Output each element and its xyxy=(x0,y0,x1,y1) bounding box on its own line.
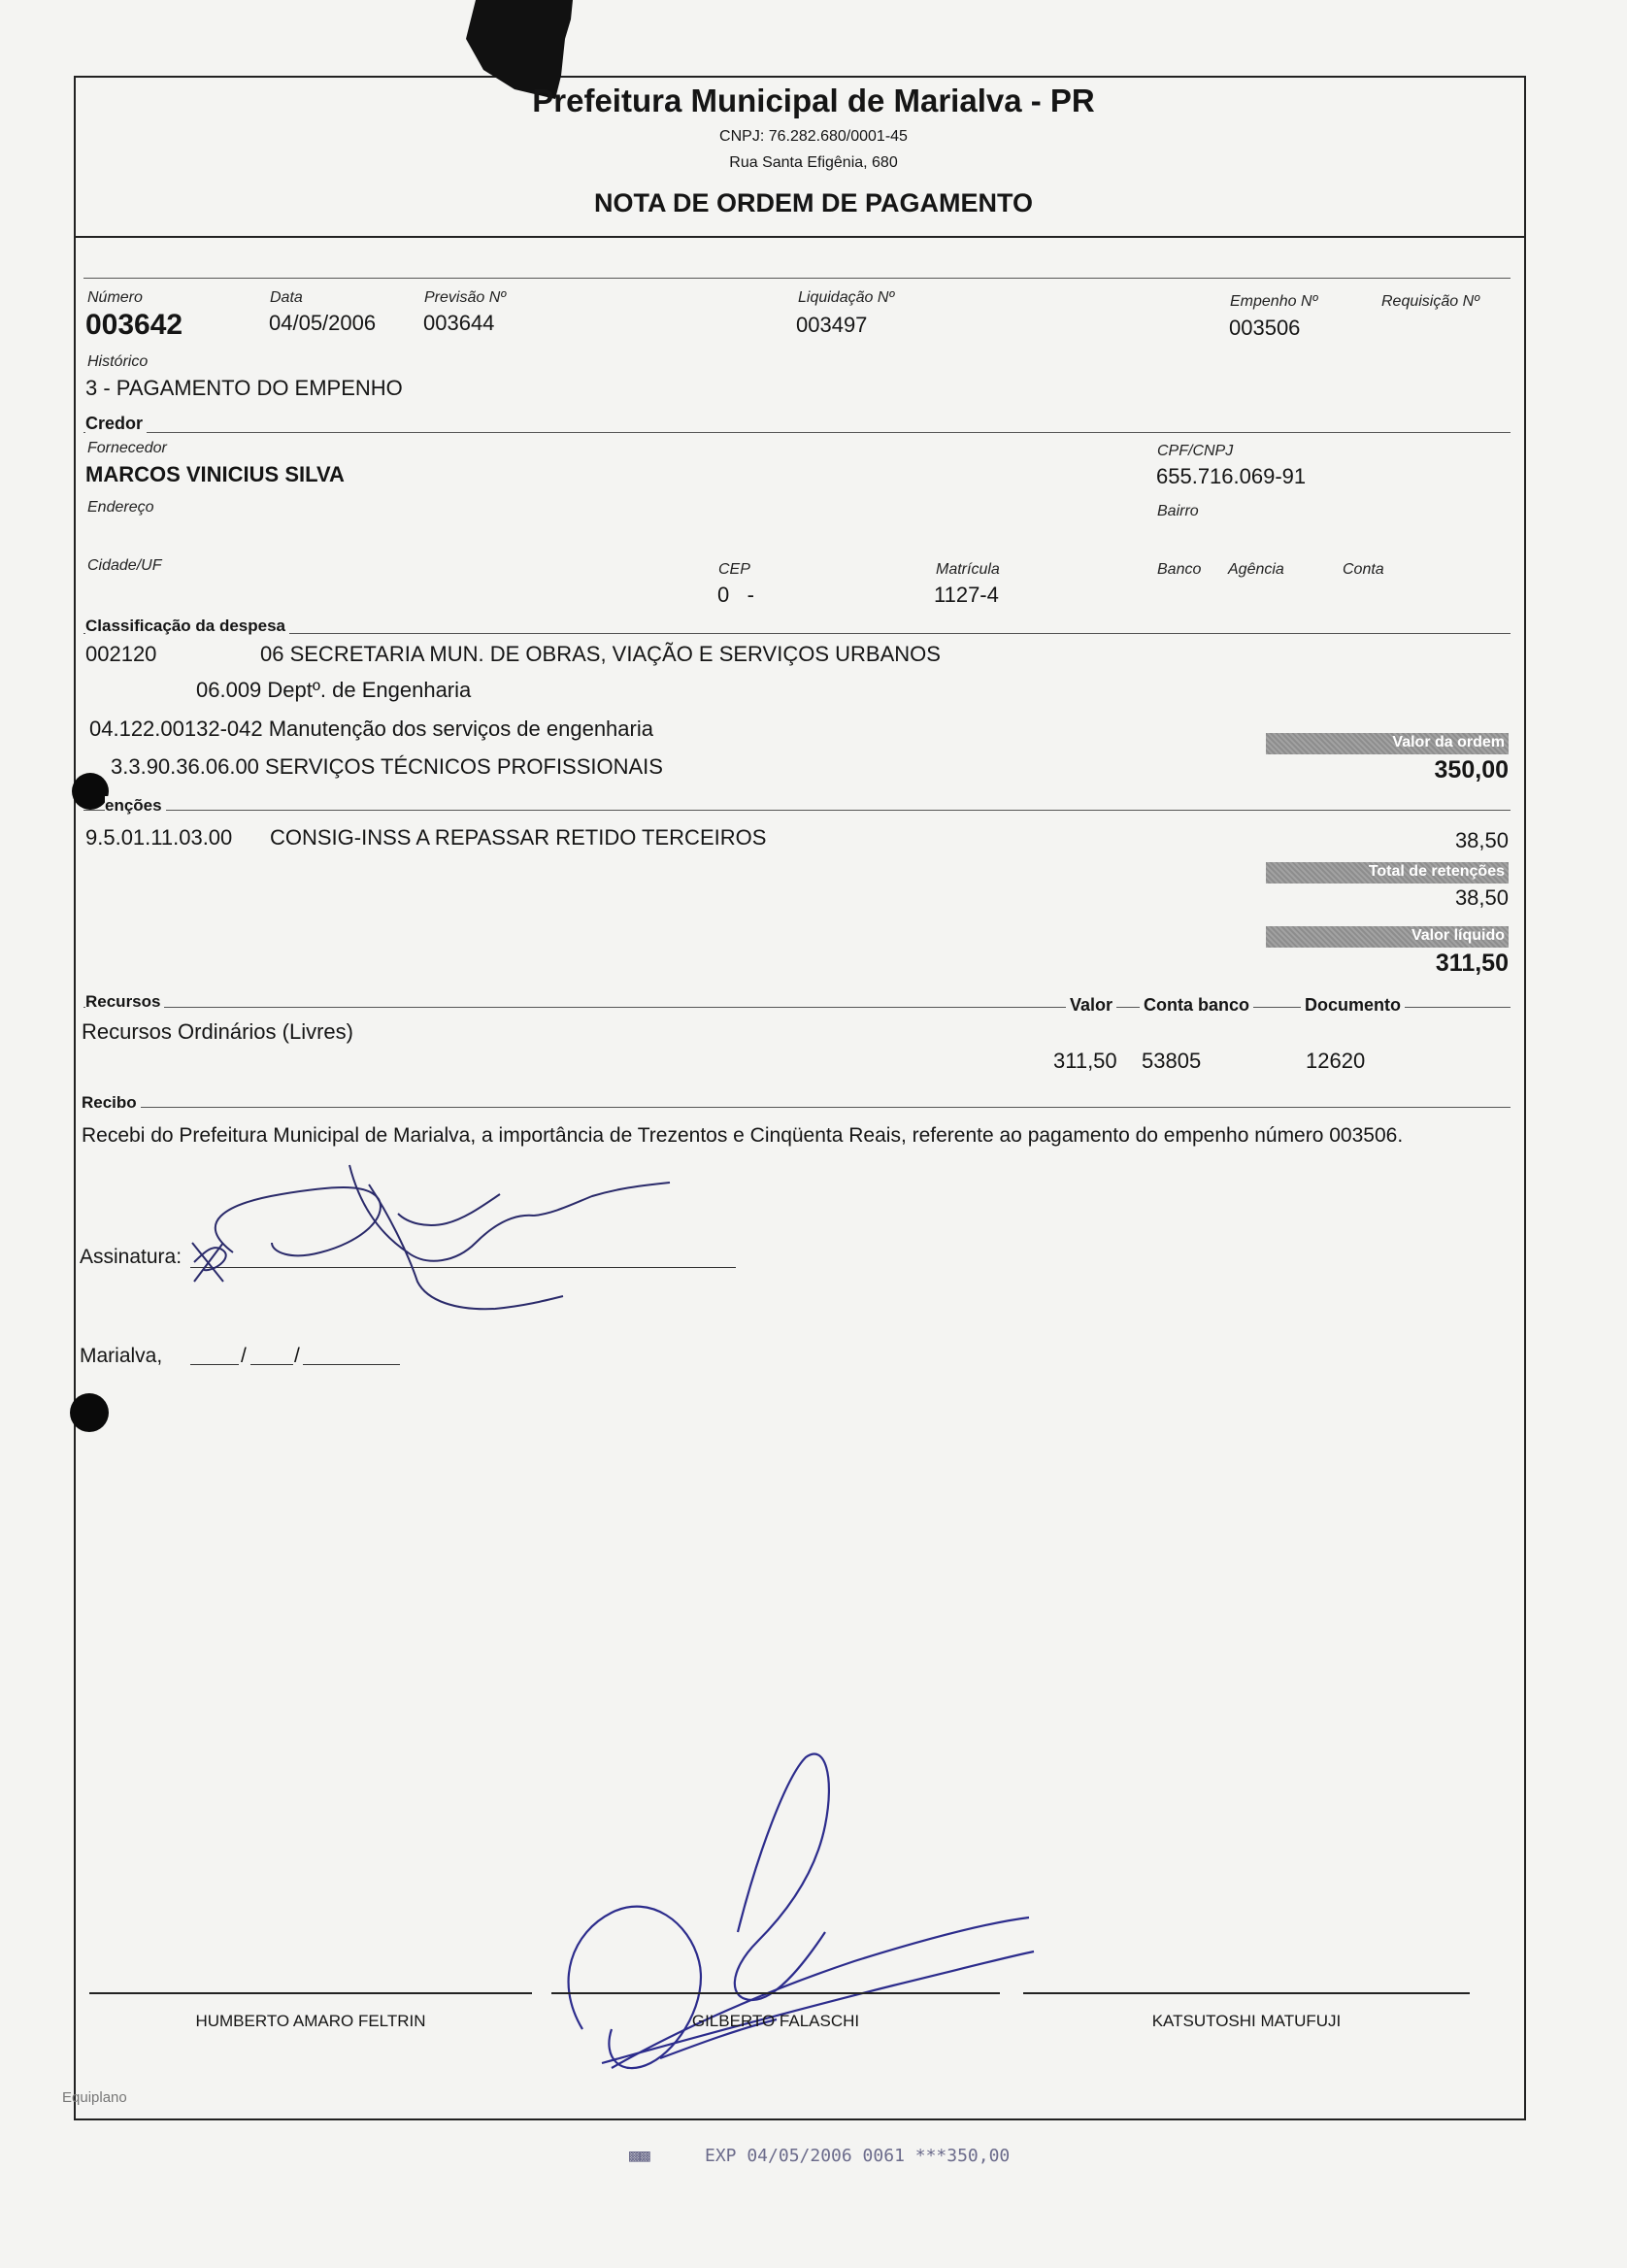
matricula-value: 1127-4 xyxy=(934,583,999,607)
retencoes-section-title: enções xyxy=(105,796,166,816)
data-value: 04/05/2006 xyxy=(269,311,377,335)
recursos-conta: 53805 xyxy=(1142,1049,1202,1073)
classificacao-elemento: 3.3.90.36.06.00 SERVIÇOS TÉCNICOS PROFISSIONAIS xyxy=(111,754,663,779)
classificacao-unidade: 06.009 Deptº. de Engenharia xyxy=(196,678,472,702)
recursos-valor: 311,50 xyxy=(1053,1049,1117,1073)
bank-stamp: EXP 04/05/2006 0061 ***350,00 xyxy=(705,2146,1011,2166)
valor-ordem-bar xyxy=(1266,733,1509,754)
empenho-label: Empenho Nº xyxy=(1230,293,1318,310)
recibo-section-title: Recibo xyxy=(82,1093,141,1113)
recursos-section-title: Recursos xyxy=(85,992,164,1012)
date-separator-2: / xyxy=(294,1345,300,1367)
authority-signature xyxy=(544,1738,1048,2087)
previsao-value: 003644 xyxy=(423,311,495,335)
fornecedor-value: MARCOS VINICIUS SILVA xyxy=(85,462,345,486)
total-retencoes-label: Total de retenções xyxy=(1368,863,1505,880)
liquidacao-label: Liquidação Nº xyxy=(798,289,895,306)
valor-liquido-value: 311,50 xyxy=(1435,950,1509,977)
previsao-label: Previsão Nº xyxy=(424,289,507,306)
data-label: Data xyxy=(270,289,303,306)
recursos-item: Recursos Ordinários (Livres) xyxy=(82,1019,353,1044)
retencao-code: 9.5.01.11.03.00 xyxy=(85,825,233,850)
document-title: NOTA DE ORDEM DE PAGAMENTO xyxy=(593,188,1033,217)
signatory-1: HUMBERTO AMARO FELTRIN xyxy=(195,2012,426,2030)
total-retencoes-bar xyxy=(1266,862,1509,884)
signature-line-3 xyxy=(1023,1992,1470,1994)
retencao-description: CONSIG-INSS A REPASSAR RETIDO TERCEIROS xyxy=(270,825,767,850)
info-top-rule xyxy=(83,278,1511,279)
cpf-label: CPF/CNPJ xyxy=(1157,443,1234,459)
credor-section-title: Credor xyxy=(85,414,147,434)
empenho-value: 003506 xyxy=(1229,316,1301,340)
total-retencoes-value: 38,50 xyxy=(1454,885,1509,910)
signatory-2: GILBERTO FALASCHI xyxy=(691,2012,860,2030)
requisicao-label: Requisição Nº xyxy=(1381,293,1479,310)
classificacao-orgao: 06 SECRETARIA MUN. DE OBRAS, VIAÇÃO E SERVIÇOS URBANOS xyxy=(260,642,941,666)
historico-label: Histórico xyxy=(87,353,149,370)
signature-line-2 xyxy=(551,1992,1000,1994)
liquidacao-value: 003497 xyxy=(796,313,868,337)
fornecedor-label: Fornecedor xyxy=(87,440,167,456)
local-label: Marialva, xyxy=(80,1345,163,1367)
recibo-text: Recebi do Prefeitura Municipal de Marialva, a importância de Trezentos e Cinqüenta Reais, referente ao pagamento do empenho número 003506. xyxy=(82,1124,1404,1147)
classificacao-funcional: 04.122.00132-042 Manutenção dos serviços de engenharia xyxy=(89,717,653,741)
agencia-label: Agência xyxy=(1228,561,1284,578)
cpf-value: 655.716.069-91 xyxy=(1156,464,1307,488)
date-year-line xyxy=(303,1364,400,1365)
cidade-label: Cidade/UF xyxy=(87,557,162,574)
retencao-value: 38,50 xyxy=(1454,828,1509,852)
date-month-line xyxy=(250,1364,293,1365)
matricula-label: Matrícula xyxy=(936,561,1000,578)
valor-ordem-label: Valor da ordem xyxy=(1392,734,1505,750)
credor-rule xyxy=(83,432,1511,433)
bairro-label: Bairro xyxy=(1157,503,1199,519)
valor-ordem-value: 350,00 xyxy=(1434,756,1509,784)
conta-label: Conta xyxy=(1343,561,1384,578)
punch-hole-mark xyxy=(70,1393,109,1432)
bank-stamp-icon: ▩▩ xyxy=(629,2146,650,2166)
signature-line-1 xyxy=(89,1992,532,1994)
date-day-line xyxy=(190,1364,239,1365)
valor-liquido-bar xyxy=(1266,926,1509,948)
classificacao-rule xyxy=(83,633,1511,634)
classificacao-section-title: Classificação da despesa xyxy=(85,617,289,636)
date-separator-1: / xyxy=(241,1345,247,1367)
endereco-label: Endereço xyxy=(87,499,154,516)
numero-value: 003642 xyxy=(85,309,183,341)
valor-liquido-label: Valor líquido xyxy=(1411,927,1505,944)
cep-label: CEP xyxy=(718,561,750,578)
punch-hole-mark xyxy=(72,773,109,810)
recursos-rule xyxy=(83,1007,1511,1008)
software-footer: Equiplano xyxy=(62,2089,127,2106)
numero-label: Número xyxy=(87,289,143,306)
recursos-valor-header: Valor xyxy=(1066,995,1116,1016)
cnpj-text: CNPJ: 76.282.680/0001-45 xyxy=(719,128,908,145)
signatory-3: KATSUTOSHI MATUFUJI xyxy=(1151,2012,1342,2030)
historico-value: 3 - PAGAMENTO DO EMPENHO xyxy=(85,376,403,400)
page-title: Prefeitura Municipal de Marialva - PR xyxy=(532,83,1095,118)
address-text: Rua Santa Efigênia, 680 xyxy=(729,154,898,171)
recibo-rule xyxy=(83,1107,1511,1108)
cep-value: 0 - xyxy=(717,583,754,607)
banco-label: Banco xyxy=(1157,561,1202,578)
retencoes-rule xyxy=(83,810,1511,811)
header-separator xyxy=(74,236,1526,238)
recursos-documento-header: Documento xyxy=(1301,995,1405,1016)
recursos-conta-header: Conta banco xyxy=(1140,995,1253,1016)
classificacao-code: 002120 xyxy=(85,642,157,666)
recibo-signature xyxy=(165,1146,689,1320)
recursos-documento: 12620 xyxy=(1306,1049,1366,1073)
assinatura-label: Assinatura: xyxy=(80,1246,183,1268)
